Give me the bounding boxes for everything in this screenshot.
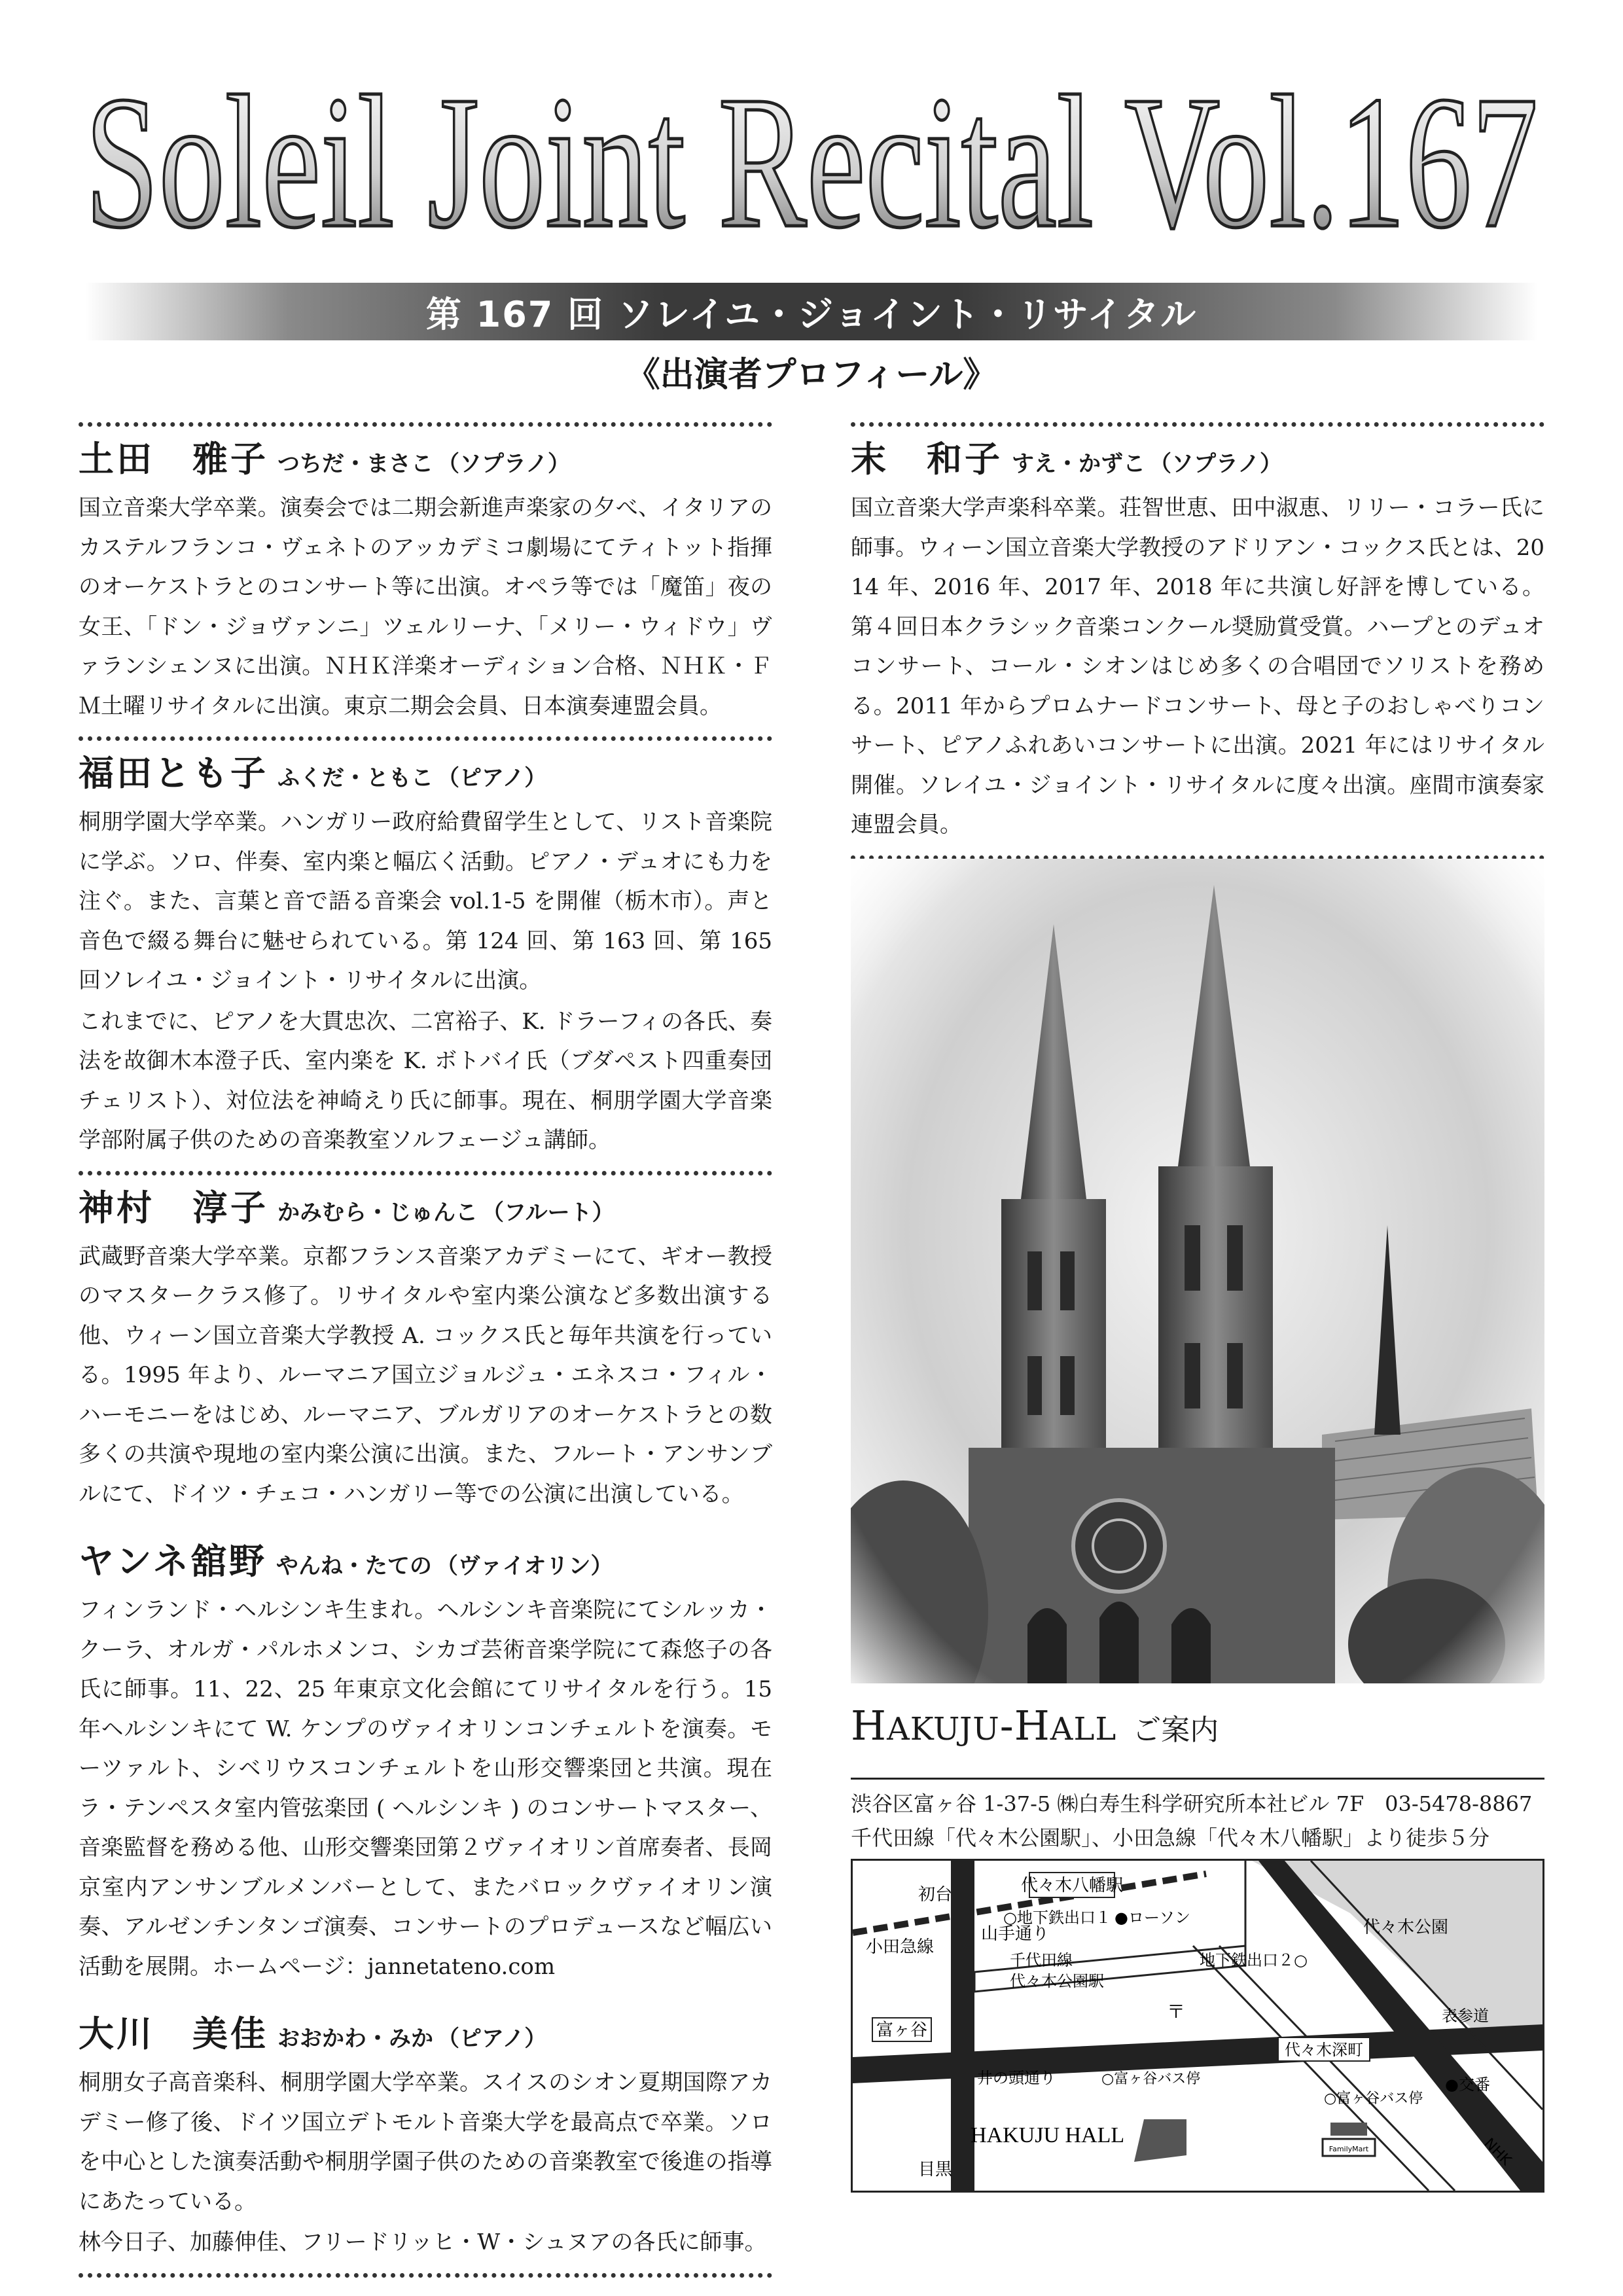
map-label-station: 代々木八幡駅 xyxy=(1020,1876,1124,1895)
performer-part: （ピアノ） xyxy=(437,2026,547,2052)
performer-tateno xyxy=(79,1538,772,1986)
map-label-meguro: 目黒 xyxy=(918,2160,953,2179)
performer-name: 末 和子 xyxy=(851,438,1003,480)
map-label-hakuju-hall: HAKUJU HALL xyxy=(971,2123,1125,2147)
map-label-familymart: FamilyMart xyxy=(1329,2145,1369,2153)
performer-bio: 国立音楽大学声楽科卒業。荘智世恵、田中淑恵、リリー・コラー氏に師事。ウィーン国立音楽大学教授のアドリアン・コックス氏とは、2014 年、2016 年、2017 年、2018 年に共演し好評を博している。第４回日本クラシック音楽コンクール奨励賞受賞。ハープとのデュオコンサート、コール・シオンはじめ多くの合唱団でソリストを務める。2011 年からプロムナードコンサート、母と子のおしゃべりコンサート、ピアノふれあいコンサートに出演。2021 年にはリサイタル開催。ソレイユ・ジョイント・リサイタルに度々出演。座間市演奏家連盟会員。 xyxy=(851,495,1544,838)
performer-tsuchida xyxy=(79,436,772,726)
map-label-koban: ●交番 xyxy=(1445,2075,1490,2094)
performer-name: 大川 美佳 xyxy=(79,2013,268,2054)
performer-bio: フィンランド・ヘルシンキ生まれ。ヘルシンキ音楽院にてシルッカ・クーラ、オルガ・パルホメンコ、シカゴ芸術音楽学院にて森悠子の各氏に師事。11、22、25 年東京文化会館にてリサイタルを行う。15 年ヘルシンキにて W. ケンプのヴァイオリンコンチェルトを演奏。モーツァルト、シベリウスコンチェルトを山形交響楽団と共演。現在ラ・テンペスタ室内管弦楽団 ( ヘルシンキ ) のコンサートマスター、音楽監督を務める他、山形交響楽団第２ヴァイオリン首席奏者、長岡京室内アンサンブルメンバーとして、またバロックヴァイオリン演奏、アルゼンチンタンゴ演奏、コンサートのプロデュースなど幅広い活動を展開。ホームページ：jannetateno.com xyxy=(79,1597,772,1980)
map-label-yoyogi-park: 代々木公園 xyxy=(1363,1918,1449,1937)
map-label-lawson: ●ローソン xyxy=(1115,1909,1190,1927)
subtitle-bar xyxy=(85,283,1538,340)
map-label-exit1: ○地下鉄出口１ xyxy=(1003,1909,1111,1927)
performer-bio: 武蔵野音楽大学卒業。京都フランス音楽アカデミーにて、ギオー教授のマスタークラス修了。リサイタルや室内楽公演など多数出演する他、ウィーン国立音楽大学教授 A. コックス氏と毎年共演を行っている。1995 年より、ルーマニア国立ジョルジュ・エネスコ・フィル・ハーモニーをはじめ、ルーマニア、ブルガリアのオーケストラとの数多くの共演や現地の室内楽公演に出演。また、フルート・アンサンブルにて、ドイツ・チェコ・ハンガリー等での公演に出演している。 xyxy=(79,1243,772,1507)
map-label-omotesando: 表参道 xyxy=(1442,2007,1489,2025)
performer-bio-2: これまでに、ピアノを大貫忠次、二宮裕子、K. ドラーフィの各氏、奏法を故御木本澄子氏、室内楽を K. ボトバイ氏（ブダペスト四重奏団チェリスト）、対位法を神崎えり氏に師事。現在、桐朋学園大学音楽学部附属子供のための音楽教室ソルフェージュ講師。 xyxy=(79,1008,772,1153)
performer-name: ヤンネ舘野 xyxy=(79,1540,267,1582)
performer-part: （ピアノ） xyxy=(437,765,547,791)
performer-bio: 桐朋女子高音楽科、桐朋学園大学卒業。スイスのシオン夏期国際アカデミー修了後、ドイツ国立デトモルト音楽大学を最高点で卒業。ソロを中心とした演奏活動や桐朋学園子供のための音楽教室で後進の指導にあたっている。 xyxy=(79,2070,772,2215)
access-line: 千代田線「代々木公園駅」、小田急線「代々木八幡駅」より徒歩５分 xyxy=(851,1825,1490,1850)
performer-part: （ソプラノ） xyxy=(1149,451,1282,477)
hall-name: HAKUJU-HALL xyxy=(851,1702,1117,1749)
page-title xyxy=(0,62,1623,259)
map-label-hatsudai: 初台 xyxy=(918,1885,953,1905)
map-label-bus-stop-2: ○富ヶ谷バス停 xyxy=(1324,2090,1423,2107)
map-label-tomigaya: 富ヶ谷 xyxy=(876,2020,928,2040)
map-label-yoyogi-koen-station: 代々木公園駅 xyxy=(1010,1972,1104,1990)
map-label-post: 〒 xyxy=(1167,2001,1186,2022)
performer-kana: やんね・たての xyxy=(276,1553,432,1579)
performer-part: （ヴァイオリン） xyxy=(435,1553,613,1579)
map-label-nhk: NHK xyxy=(1480,2135,1514,2169)
performer-part: （ソプラノ） xyxy=(437,451,570,477)
map-drawing xyxy=(853,1861,1543,2191)
performer-kana: ふくだ・ともこ xyxy=(277,765,433,791)
performer-part: （フルート） xyxy=(482,1199,615,1226)
performer-kamimura xyxy=(79,1185,772,1515)
cathedral-illustration xyxy=(851,859,1544,1683)
left-column xyxy=(79,422,772,2287)
performer-name: 福田とも子 xyxy=(79,752,268,794)
map-label-odakyu: 小田急線 xyxy=(866,1937,935,1957)
performer-kana: すえ・かずこ xyxy=(1012,451,1145,477)
map-label-fukamachi: 代々木深町 xyxy=(1285,2041,1363,2059)
performer-kana: おおかわ・みか xyxy=(277,2026,433,2052)
cathedral-photo xyxy=(851,859,1544,1683)
performer-kana: つちだ・まさこ xyxy=(277,451,433,477)
address-line: 渋谷区富ヶ谷 1-37-5 ㈱白寿生科学研究所本社ビル 7F 03-5478-8867 xyxy=(851,1791,1533,1816)
divider xyxy=(79,422,772,427)
subtitle-text: 第 167 回 ソレイユ・ジョイント・リサイタル xyxy=(425,293,1198,335)
performer-fukuda xyxy=(79,750,772,1160)
profile-heading: 《出演者プロフィール》 xyxy=(626,355,997,395)
divider xyxy=(79,736,772,741)
performer-bio: 桐朋学園大学卒業。ハンガリー政府給費留学生として、リスト音楽院に学ぶ。ソロ、伴奏、室内楽と幅広く活動。ピアノ・デュオにも力を注ぐ。また、言葉と音で語る音楽会 vol.1-5 を開催（栃木市）。声と音色で綴る舞台に魅せられている。第 124 回、第 163 回、第 165 回ソレイユ・ジョイント・リサイタルに出演。 xyxy=(79,809,772,994)
hakuju-building xyxy=(1134,2119,1186,2162)
hall-heading xyxy=(851,1702,1544,1774)
divider xyxy=(851,422,1544,427)
title-text: Soleil Joint Recital Vol.167 xyxy=(85,62,1538,259)
hall-rule xyxy=(851,1778,1544,1780)
title-graphic xyxy=(0,62,1623,259)
hall-guide-label: ご案内 xyxy=(1132,1713,1219,1747)
right-column xyxy=(851,422,1544,869)
performer-name: 土田 雅子 xyxy=(79,438,268,480)
map-label-exit2: 地下鉄出口２○ xyxy=(1200,1951,1308,1969)
map-label-yamate: 山手通り xyxy=(981,1924,1050,1944)
divider xyxy=(79,1524,772,1529)
performer-bio: 国立音楽大学卒業。演奏会では二期会新進声楽家の夕べ、イタリアのカステルフランコ・ヴェネトのアッカデミコ劇場にてティトット指揮のオーケストラとのコンサート等に出演。オペラ等では「魔笛」夜の女王、「ドン・ジョヴァンニ」ツェルリーナ、「メリー・ウィドウ」ヴァランシェンヌに出演。ＮＨＫ洋楽オーディション合格、ＮＨＫ・ＦＭ土曜リサイタルに出演。東京二期会会員、日本演奏連盟会員。 xyxy=(79,495,772,719)
performer-okawa xyxy=(79,2011,772,2263)
map-label-chiyoda: 千代田線 xyxy=(1010,1951,1073,1969)
performer-bio-2: 林今日子、加藤伸佳、フリードリッヒ・W・シュヌアの各氏に師事。 xyxy=(79,2229,767,2255)
performer-name: 神村 淳子 xyxy=(79,1186,268,1229)
hall-address xyxy=(851,1787,1558,1855)
map-label-bus-stop-1: ○富ヶ谷バス停 xyxy=(1101,2071,1201,2087)
divider xyxy=(79,1997,772,2001)
performer-kana: かみむら・じゅんこ xyxy=(277,1199,478,1226)
divider xyxy=(79,1171,772,1175)
divider xyxy=(79,2273,772,2278)
map-label-inokashira: 井の頭通り xyxy=(977,2069,1056,2087)
access-map xyxy=(851,1859,1544,2193)
performer-sue xyxy=(851,436,1544,845)
